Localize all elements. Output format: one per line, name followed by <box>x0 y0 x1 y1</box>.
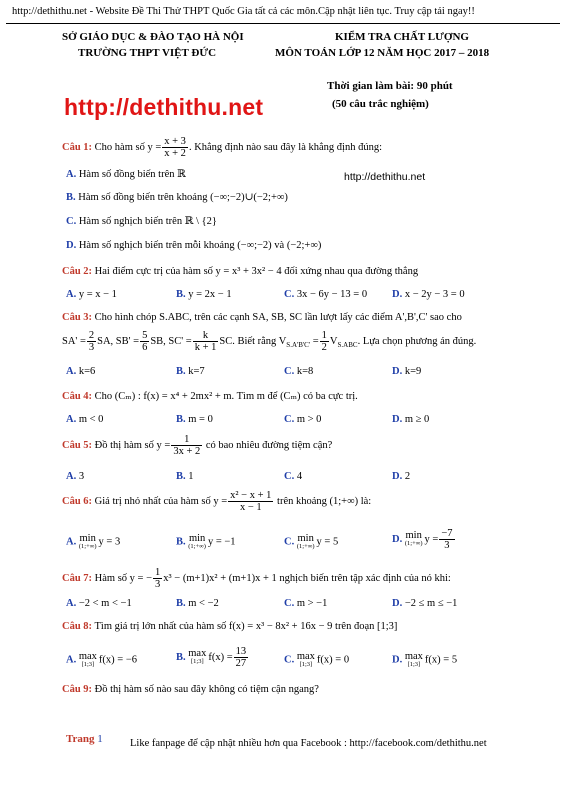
q8-option-a[interactable]: A. max [1;3] f(x) = −6 <box>66 651 138 668</box>
q2-option-b[interactable]: B. y = 2x − 1 <box>176 289 232 300</box>
q7-option-a[interactable]: A. −2 < m < −1 <box>66 598 132 609</box>
page-number: Trang 1 <box>66 733 103 745</box>
q5-option-a[interactable]: A. 3 <box>66 471 85 482</box>
question-9: Câu 9: Đồ thị hàm số nào sau đây không có tiệm cận ngang? <box>62 684 319 695</box>
site-logo-text[interactable]: http://dethithu.net <box>64 94 264 120</box>
q5-option-c[interactable]: C. 4 <box>284 471 303 482</box>
q2-option-d[interactable]: D. x − 2y − 3 = 0 <box>392 289 465 300</box>
question-6: Câu 6: Giá trị nhỏ nhất của hàm số y = $\frac{\text{x² − x + 1}}{x - 1}$ trên khoảng (1;+∞) là: <box>62 490 372 514</box>
q8-option-c[interactable]: C. max [1;3] f(x) = 0 <box>284 651 350 668</box>
school-name: TRƯỜNG THPT VIỆT ĐỨC <box>78 47 217 59</box>
top-banner-text: http://dethithu.net - Website Đề Thi Thử THPT Quốc Gia tất cả các môn.Cập nhật liên tục. Truy cập tải ngay!! <box>12 6 475 17</box>
top-divider <box>6 23 560 24</box>
q5-option-b[interactable]: B. 1 <box>176 471 194 482</box>
department-name: SỞ GIÁO DỤC & ĐÀO TẠO HÀ NỘI <box>62 31 244 43</box>
q3-option-a[interactable]: A. k=6 <box>66 366 96 377</box>
side-link[interactable]: http://dethithu.net <box>344 171 426 183</box>
q3-option-b[interactable]: B. k=7 <box>176 366 205 377</box>
q6-option-b[interactable]: B. min (1;+∞) y = −1 <box>176 533 236 550</box>
question-7: Câu 7: Hàm số y = − $\frac{1}{3}$ x³ − (m+1)x² + (m+1)x + 1 nghịch biến trên tập xác định của nó khi: <box>62 567 451 591</box>
question-1: Câu 1: Cho hàm số y = $\frac{x + 3}{x + 2}$ . Khẳng định nào sau đây là khẳng định đúng: <box>62 136 382 160</box>
q3-option-d[interactable]: D. k=9 <box>392 366 422 377</box>
q6-option-c[interactable]: C. min (1;+∞) y = 5 <box>284 533 339 550</box>
exam-count: (50 câu trắc nghiệm) <box>332 98 429 110</box>
footer-fanpage-text[interactable]: Like fanpage để cập nhật nhiều hơn qua Facebook : http://facebook.com/dethithu.net <box>130 738 487 749</box>
q8-option-d[interactable]: D. max [1;3] f(x) = 5 <box>392 651 458 668</box>
q1-option-d[interactable]: D. Hàm số nghịch biến trên mỗi khoảng (−∞;−2) và (−2;+∞) <box>66 240 322 251</box>
q8-option-b[interactable]: B. max [1;3] f(x) = $\frac{13}{27}$ <box>176 646 247 670</box>
exam-subject: MÔN TOÁN LỚP 12 NĂM HỌC 2017 – 2018 <box>275 47 490 59</box>
q4-option-b[interactable]: B. m = 0 <box>176 414 213 425</box>
question-5: Câu 5: Đồ thị hàm số y = $\frac{1}{3x + 2}$ có bao nhiêu đường tiệm cận? <box>62 434 333 458</box>
question-4: Câu 4: Cho (Cₘ) : f(x) = x⁴ + 2mx² + m. Tìm m để (Cₘ) có ba cực trị. <box>62 391 358 402</box>
q4-option-a[interactable]: A. m < 0 <box>66 414 104 425</box>
q7-option-b[interactable]: B. m < −2 <box>176 598 219 609</box>
q4-option-d[interactable]: D. m ≥ 0 <box>392 414 430 425</box>
q5-option-d[interactable]: D. 2 <box>392 471 411 482</box>
exam-duration: Thời gian làm bài: 90 phút <box>327 80 453 92</box>
q7-option-c[interactable]: C. m > −1 <box>284 598 328 609</box>
q6-option-a[interactable]: A. min (1;+∞) y = 3 <box>66 533 121 550</box>
question-2: Câu 2: Hai điểm cực trị của hàm số y = x³ + 3x² − 4 đối xứng nhau qua đường thẳng <box>62 266 419 277</box>
q1-option-b[interactable]: B. Hàm số đồng biến trên khoảng (−∞;−2)∪(−2;+∞) <box>66 192 288 203</box>
q6-option-d[interactable]: D. min (1;+∞) y = $\frac{-7}{3}$ <box>392 528 453 552</box>
q3-condition-line: SA' = $\frac{2}{3}$ SA, SB' = $\frac{5}{6}$ SB, SC' = $\frac{k}{k + 1}$ SC. Biết rằng $V_{S.A'B'C'}$ = $\frac{1}{2}$ $V_{S.ABC}$. Lựa chọn phương án đúng. <box>62 330 477 354</box>
question-8: Câu 8: Tìm giá trị lớn nhất của hàm số f(x) = x³ − 8x² + 16x − 9 trên đoạn [1;3] <box>62 621 398 632</box>
q3-option-c[interactable]: C. k=8 <box>284 366 314 377</box>
q4-option-c[interactable]: C. m > 0 <box>284 414 322 425</box>
q1-fraction: $\frac{x + 3}{x + 2}$ <box>164 136 186 160</box>
q2-option-a[interactable]: A. y = x − 1 <box>66 289 117 300</box>
q7-option-d[interactable]: D. −2 ≤ m ≤ −1 <box>392 598 458 609</box>
q2-option-c[interactable]: C. 3x − 6y − 13 = 0 <box>284 289 368 300</box>
q1-option-c[interactable]: C. Hàm số nghịch biến trên ℝ \ {2} <box>66 216 217 227</box>
exam-title: KIỂM TRA CHẤT LƯỢNG <box>335 31 469 43</box>
question-3: Câu 3: Cho hình chóp S.ABC, trên các cạnh SA, SB, SC lần lượt lấy các điểm A',B',C' sao cho <box>62 312 462 323</box>
q1-option-a[interactable]: A. Hàm số đồng biến trên ℝ <box>66 169 186 180</box>
